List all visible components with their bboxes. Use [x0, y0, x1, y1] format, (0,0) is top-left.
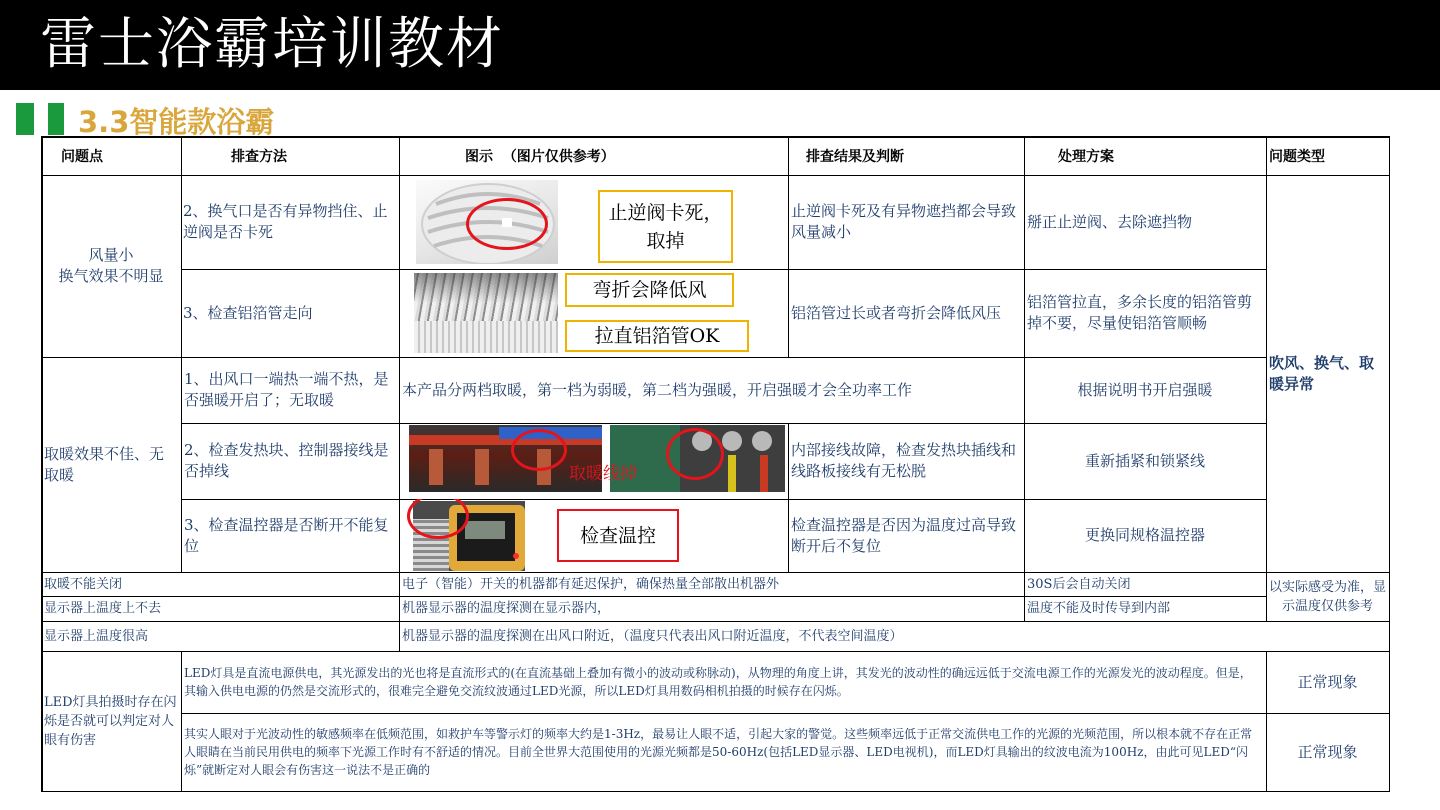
- solution-thermostat: 更换同规格温控器: [1024, 499, 1267, 573]
- callout-bend: 弯折会降低风: [565, 273, 734, 307]
- result-duct: 铝箔管过长或者弯折会降低风压: [788, 269, 1025, 358]
- problem-temp-high: 显示器上温度很高: [41, 621, 400, 652]
- method-vent-check: 2、换气口是否有异物挡住、止逆阀是否卡死: [181, 175, 400, 270]
- explanation-eye-sensitivity: 其实人眼对于光波动性的敏感频率在低频范围，如救护车等警示灯的频率大约是1-3Hz，最易让人眼不适，引起大家的警觉。这些频率远低于正常交流供电工作的光源的光频范围，所以根本就不存在正常人眼睛在当前民用供电的频率下光源工作时有不舒适的情况。目前全世界大范围使用的光源光频都是50-60Hz(包括LED显示器、LED电视机)，而LED灯具输出的纹波电流为100Hz，由此可见LED“闪烁”就断定对人眼会有伤害这一说法不是正确的: [181, 713, 1267, 792]
- callout-valve: 止逆阀卡死，取掉: [598, 190, 733, 263]
- col-header-type: 问题类型: [1266, 136, 1390, 176]
- col-header-result: 排查结果及判断: [788, 136, 1025, 176]
- problem-cannot-turn-off: 取暖不能关闭: [41, 572, 400, 597]
- result-heat-mode: 本产品分两档取暖，第一档为弱暖，第二档为强暖，开启强暖才会全功率工作: [399, 357, 1025, 424]
- callout-straighten: 拉直铝箔管OK: [565, 320, 749, 352]
- problem-temp-low: 显示器上温度上不去: [41, 596, 400, 622]
- illustration-vent: [399, 175, 789, 270]
- problem-airflow: 风量小 换气效果不明显: [41, 175, 182, 358]
- explanation-led-power: LED灯具是直流电源供电，其光源发出的光也将是直流形式的(在直流基础上叠加有微小的波动或称脉动)，从物理的角度上讲，其发光的波动性的确远远低于交流电源工作的光源发光的波动程度。但是，其输入供电电源的仍然是交流形式的，很难完全避免交流纹波通过LED光源，所以LED灯具用数码相机拍摄的时候存在闪烁。: [181, 651, 1267, 714]
- method-duct-check: 3、检查铝箔管走向: [181, 269, 400, 358]
- wiring-photo-label: 取暖线掉: [569, 464, 637, 484]
- page-title: 雷士浴霸培训教材: [40, 12, 504, 77]
- problem-led-flicker: LED灯具拍摄时存在闪烁是否就可以判定对人眼有伤害: [41, 651, 182, 792]
- solution-heat-mode: 根据说明书开启强暖: [1024, 357, 1267, 424]
- flag-stripe-right: [48, 103, 64, 135]
- vent-photo: [416, 180, 558, 264]
- col-header-problem: 问题点: [41, 136, 182, 176]
- method-thermostat: 3、检查温控器是否断开不能复位: [181, 499, 400, 573]
- flag-stripe-left: [16, 103, 34, 135]
- result-temp-high: 机器显示器的温度探测在出风口附近，（温度只代表出风口附近温度，不代表空间温度）: [399, 621, 1390, 652]
- solution-duct: 铝箔管拉直，多余长度的铝箔管剪掉不要，尽量使铝箔管顺畅: [1024, 269, 1267, 358]
- result-cannot-turn-off: 电子（智能）开关的机器都有延迟保护，确保热量全部散出机器外: [399, 572, 1025, 597]
- col-header-method: 排查方法: [181, 136, 400, 176]
- type-normal-2: 正常现象: [1266, 713, 1390, 792]
- highlight-circle: [511, 429, 567, 471]
- flag-stripe-middle: [34, 103, 48, 135]
- highlight-circle: [466, 198, 548, 250]
- type-abnormal: 吹风、换气、取暖异常: [1266, 175, 1390, 573]
- solution-wiring: 重新插紧和锁紧线: [1024, 423, 1267, 500]
- solution-vent: 掰正止逆阀、去除遮挡物: [1024, 175, 1267, 270]
- illustration-duct: [399, 269, 789, 358]
- problem-heating: 取暖效果不佳、无取暖: [41, 357, 182, 573]
- callout-thermostat: 检查温控: [557, 509, 679, 562]
- result-vent: 止逆阀卡死及有异物遮挡都会导致风量减小: [788, 175, 1025, 270]
- col-header-solution: 处理方案: [1024, 136, 1267, 176]
- highlight-circle: [666, 428, 724, 480]
- result-thermostat: 检查温控器是否因为温度过高导致断开后不复位: [788, 499, 1025, 573]
- solution-temp-low: 温度不能及时传导到内部: [1024, 596, 1267, 622]
- illustration-wiring: [399, 423, 789, 500]
- illustration-thermostat: [399, 499, 789, 573]
- method-wiring: 2、检查发热块、控制器接线是否掉线: [181, 423, 400, 500]
- solution-cannot-turn-off: 30S后会自动关闭: [1024, 572, 1267, 597]
- method-heat-mode: 1、出风口一端热一端不热，是否强暖开启了；无取暖: [181, 357, 400, 424]
- type-normal-1: 正常现象: [1266, 651, 1390, 714]
- section-title: 3.3智能款浴霸: [78, 105, 275, 139]
- type-display-reference: 以实际感受为准，显示温度仅供参考: [1266, 572, 1390, 622]
- result-temp-low: 机器显示器的温度探测在显示器内，: [399, 596, 1025, 622]
- duct-photo: [414, 273, 558, 353]
- col-header-illustration: 图示 （图片仅供参考）: [399, 136, 789, 176]
- title-bar: [0, 0, 1440, 90]
- result-wiring: 内部接线故障，检查发热块插线和线路板接线有无松脱: [788, 423, 1025, 500]
